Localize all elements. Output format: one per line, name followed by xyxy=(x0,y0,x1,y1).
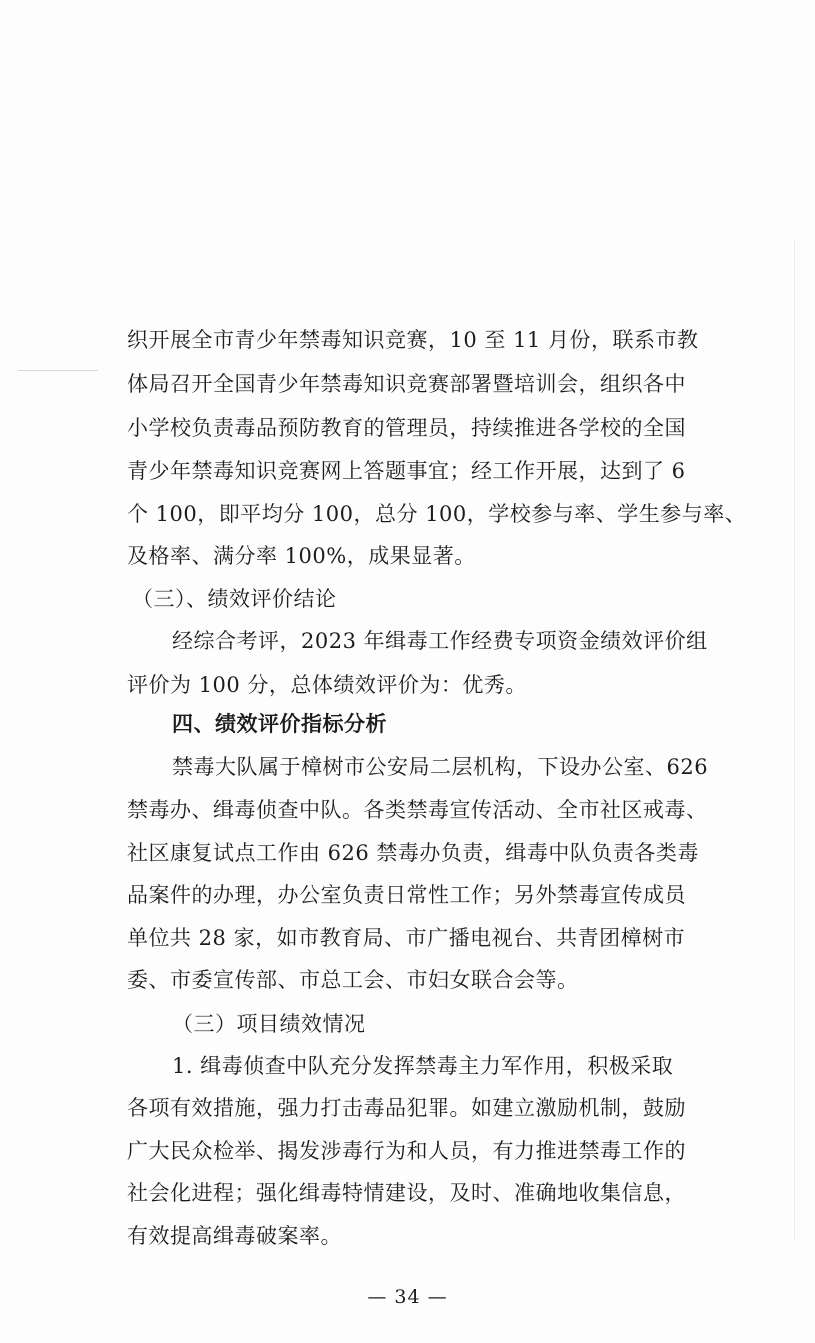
body-line: 委、市委宣传部、市总工会、市妇女联合会等。 xyxy=(127,968,579,992)
body-line: 评价为 100 分，总体绩效评价为：优秀。 xyxy=(127,673,527,697)
body-line: 1. 缉毒侦查中队充分发挥禁毒主力军作用，积极采取 xyxy=(172,1054,674,1078)
body-line: 织开展全市青少年禁毒知识竞赛，10 至 11 月份，联系市教 xyxy=(127,328,699,352)
body-line: 社区康复试点工作由 626 禁毒办负责，缉毒中队负责各类毒 xyxy=(127,841,699,865)
body-line: 禁毒办、缉毒侦查中队。各类禁毒宣传活动、全市社区戒毒、 xyxy=(127,798,708,822)
body-line: 单位共 28 家，如市教育局、市广播电视台、共青团樟树市 xyxy=(127,926,686,950)
body-line: 青少年禁毒知识竞赛网上答题事宜；经工作开展，达到了 6 xyxy=(127,459,686,483)
body-line: 各项有效措施，强力打击毒品犯罪。如建立激励机制，鼓励 xyxy=(127,1096,686,1120)
body-line: 社会化进程；强化缉毒特情建设，及时、准确地收集信息， xyxy=(127,1181,686,1205)
body-line: 个 100，即平均分 100，总分 100，学校参与率、学生参与率、 xyxy=(127,502,747,526)
body-line: 禁毒大队属于樟树市公安局二层机构，下设办公室、626 xyxy=(172,755,709,779)
margin-mark xyxy=(18,370,98,371)
section-heading-project-performance: （三）项目绩效情况 xyxy=(172,1012,366,1036)
page-number: — 34 — xyxy=(367,1286,448,1308)
body-line: 品案件的办理，办公室负责日常性工作；另外禁毒宣传成员 xyxy=(127,883,686,907)
scan-edge-line xyxy=(794,240,795,1240)
body-line: 体局召开全国青少年禁毒知识竞赛部署暨培训会，组织各中 xyxy=(127,372,686,396)
body-line: 经综合考评，2023 年缉毒工作经费专项资金绩效评价组 xyxy=(172,629,708,653)
body-line: 广大民众检举、揭发涉毒行为和人员，有力推进禁毒工作的 xyxy=(127,1139,686,1163)
body-line: 有效提高缉毒破案率。 xyxy=(127,1224,342,1248)
section-heading-indicator-analysis: 四、绩效评价指标分析 xyxy=(172,711,387,736)
body-line: 小学校负责毒品预防教育的管理员，持续推进各学校的全国 xyxy=(127,416,686,440)
body-line: 及格率、满分率 100%，成果显著。 xyxy=(127,544,476,568)
section-heading-performance-conclusion: （三）、绩效评价结论 xyxy=(132,587,337,611)
